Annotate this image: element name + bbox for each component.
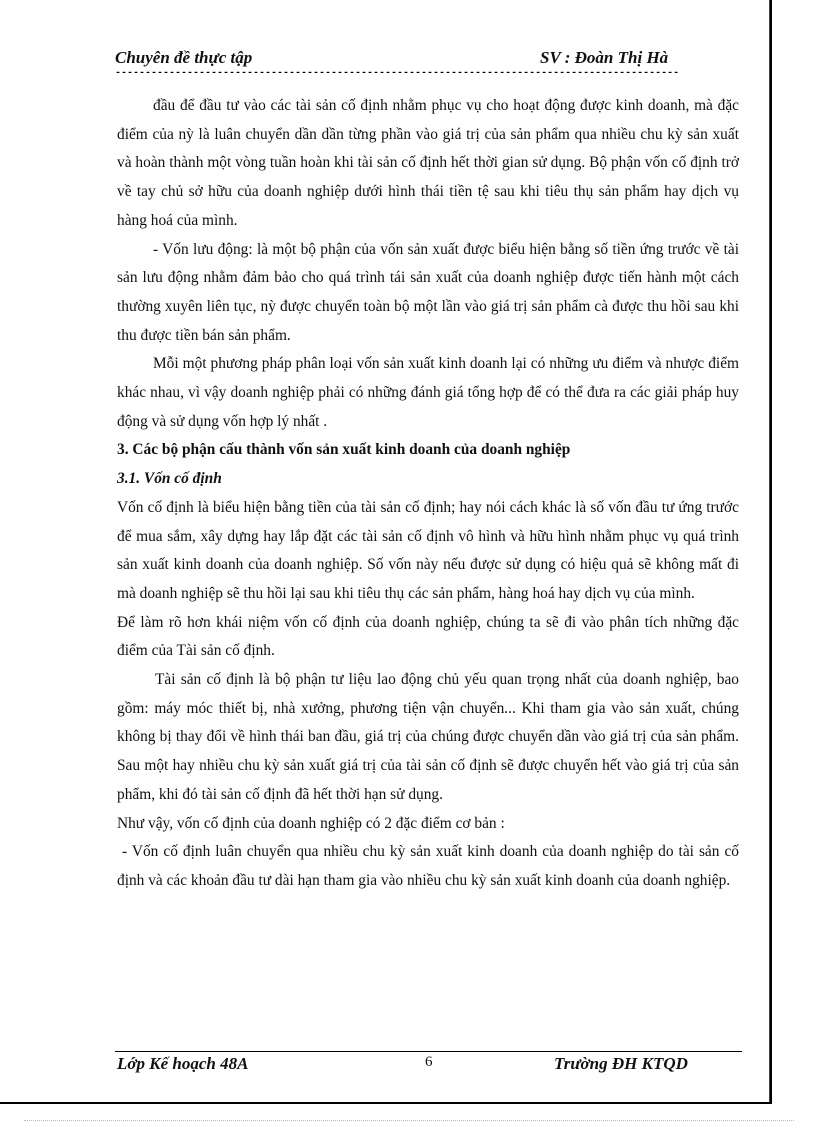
page-edge-dotted xyxy=(24,1120,794,1121)
paragraph: - Vốn cố định luân chuyển qua nhiều chu kỳ sản xuất kinh doanh của doanh nghiệp do tài sản cố định và các khoản đầu tư dài hạn tham gia vào nhiều chu kỳ sản xuất kinh doanh của doanh nghiệp. xyxy=(117,843,743,889)
footer-school: Trường ĐH KTQD xyxy=(554,1054,688,1073)
document-body xyxy=(117,92,743,896)
header-title: Chuyên đề thực tập xyxy=(115,48,253,67)
footer-rule xyxy=(115,1051,742,1052)
paragraph: Để làm rõ hơn khái niệm vốn cố định của doanh nghiệp, chúng ta sẽ đi vào phân tích những đặc điểm của Tài sản cố định. xyxy=(117,613,739,660)
paragraph: Mỗi một phương pháp phân loại vốn sản xuất kinh doanh lại có những ưu điểm và nhược điểm khác nhau, vì vậy doanh nghiệp phải có những đánh giá tổng hợp để có thể đưa ra các giải pháp huy động và sử dụng vốn hợp lý nhất . xyxy=(117,355,739,430)
paragraph: Vốn cố định là biểu hiện bằng tiền của tài sản cố định; hay nói cách khác là số vốn đầu tư ứng trước để mua sắm, xây dựng hay lắp đặt các tài sản cố định vô hình và hữu hình nhằm phục vụ quá trình sản xuất kinh doanh của doanh nghiệp. Số vốn này nếu được sử dụng có hiệu quả sẽ không mất đi mà doanh nghiệp sẽ thu hồi lại sau khi tiêu thụ các sản phẩm, hàng hoá hay dịch vụ của mình. xyxy=(117,498,739,602)
page-number: 6 xyxy=(425,1054,433,1070)
paragraph: Như vậy, vốn cố định của doanh nghiệp có 2 đặc điểm cơ bản : xyxy=(117,814,505,832)
section-heading: 3. Các bộ phận cấu thành vốn sản xuất kinh doanh của doanh nghiệp xyxy=(117,441,571,459)
header-author: SV : Đoàn Thị Hà xyxy=(540,48,669,67)
paragraph: đầu để đầu tư vào các tài sản cố định nhằm phục vụ cho hoạt động được kinh doanh, mà đặc điểm của nỳ là luân chuyển dần dần từng phần vào giá trị của sản phẩm qua nhiều chu kỳ sản xuất và hoàn thành một vòng tuần hoàn khi tài sản cố định hết thời gian sử dụng. Bộ phận vốn cố định trở về tay chủ sở hữu của doanh nghiệp dưới hình thái tiền tệ sau khi tiêu thụ sản phẩm hay dịch vụ hàng hoá của mình. xyxy=(117,97,739,229)
page-footer xyxy=(117,1054,737,1076)
paragraph: - Vốn lưu động: là một bộ phận của vốn sản xuất được biểu hiện bằng số tiền ứng trước về tài sản lưu động nhằm đảm bảo cho quá trình tái sản xuất của doanh nghiệp được tiến hành một cách thường xuyên liên tục, nỳ được chuyển toàn bộ một lần vào giá trị sản phẩm cà được thu hồi sau khi thu được tiền bán sản phẩm. xyxy=(117,240,739,344)
page-header xyxy=(115,48,690,70)
header-dashed-rule: ---------------------------------------------------------------------------------------------- xyxy=(115,68,680,79)
footer-class: Lớp Kế hoạch 48A xyxy=(117,1054,249,1073)
paragraph: Tài sản cố định là bộ phận tư liệu lao động chủ yếu quan trọng nhất của doanh nghiệp, bao gồm: máy móc thiết bị, nhà xưởng, phương tiện vận chuyển... Khi tham gia vào sản xuất, chúng không bị thay đổi về hình thái ban đầu, giá trị của chúng được chuyển dần vào giá trị của sản phẩm. Sau một hay nhiều chu kỳ sản xuất giá trị của tài sản cố định sẽ được chuyển hết vào giá trị của sản phẩm, khi đó tài sản cố định đã hết thời hạn sử dụng. xyxy=(117,671,739,803)
subsection-heading: 3.1. Vốn cố định xyxy=(117,470,222,488)
